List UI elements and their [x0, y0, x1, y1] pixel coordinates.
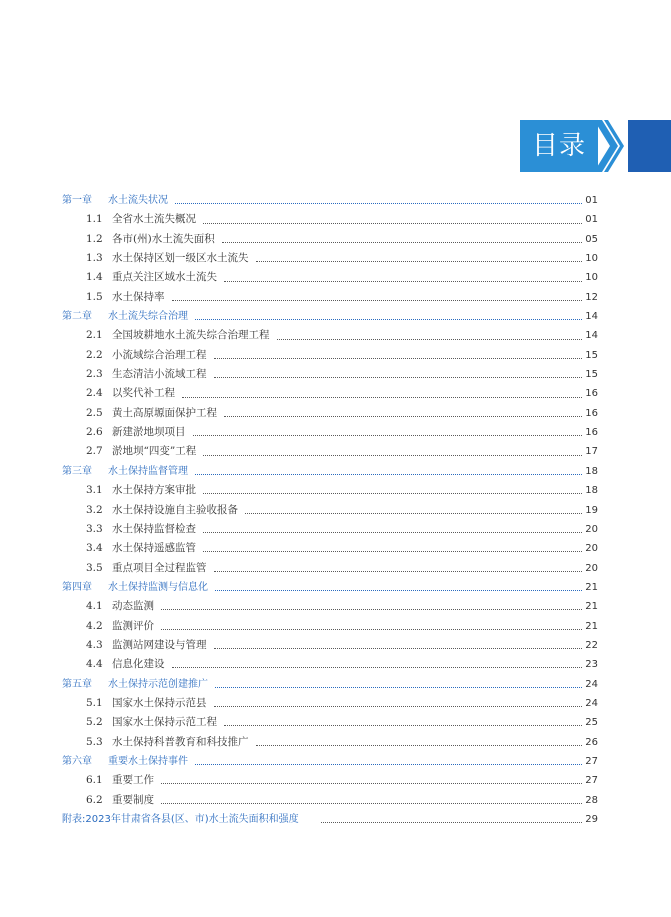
toc-entry-title: 生态清洁小流域工程 — [112, 368, 207, 381]
toc-entry-title: 水土流失综合治理 — [108, 311, 188, 323]
toc-entry-page-number: 24 — [585, 678, 598, 690]
dot-leader — [172, 290, 583, 301]
toc-entry-title: 水土保持区划一级区水土流失 — [112, 252, 249, 265]
toc-entry-number: 4.2 — [86, 619, 103, 632]
toc-entry-number: 3.4 — [86, 542, 103, 555]
dot-leader — [161, 619, 582, 630]
toc-entry-number: 6.1 — [86, 774, 103, 787]
dot-leader — [224, 406, 582, 417]
dot-leader — [195, 754, 582, 765]
toc-entry-title: 水土保持率 — [112, 290, 165, 303]
toc-entry-number: 3.2 — [86, 503, 103, 516]
chevron-right-icon — [594, 120, 624, 172]
toc-entry-number: 第四章 — [62, 581, 92, 593]
toc-section-entry[interactable] — [62, 365, 598, 384]
toc-entry-page-number: 14 — [585, 311, 598, 323]
toc-entry-page-number: 20 — [585, 543, 598, 555]
dot-leader — [203, 522, 582, 533]
toc-entry-number: 2.7 — [86, 445, 103, 458]
toc-entry-number: 第三章 — [62, 465, 92, 477]
toc-entry-page-number: 05 — [585, 233, 598, 245]
toc-entry-page-number: 28 — [585, 794, 598, 806]
toc-entry-page-number: 15 — [585, 349, 598, 361]
toc-entry-page-number: 23 — [585, 659, 598, 671]
toc-entry-page-number: 16 — [585, 388, 598, 400]
toc-section-entry[interactable] — [62, 617, 598, 636]
toc-entry-page-number: 01 — [585, 195, 598, 206]
toc-section-entry[interactable] — [62, 597, 598, 616]
toc-entry-page-number: 20 — [585, 523, 598, 535]
toc-entry-number: 1.5 — [86, 290, 103, 303]
toc-chapter-entry[interactable] — [62, 307, 598, 326]
toc-entry-page-number: 21 — [585, 601, 598, 613]
toc-entry-number: 1.3 — [86, 252, 103, 265]
toc-entry-title: 水土保持科普教育和科技推广 — [112, 735, 249, 748]
dot-leader — [224, 271, 582, 282]
toc-entry-number: 2.6 — [86, 426, 103, 439]
toc-entry-title: 国家水土保持示范县 — [112, 696, 207, 709]
dot-leader — [214, 367, 583, 378]
dot-leader — [214, 561, 583, 572]
dot-leader — [193, 425, 583, 436]
toc-entry-title: 全国坡耕地水土流失综合治理工程 — [112, 329, 270, 342]
dot-leader — [175, 193, 582, 204]
toc-entry-number: 4.3 — [86, 638, 103, 651]
dot-leader — [203, 483, 582, 494]
toc-entry-page-number: 24 — [585, 697, 598, 709]
toc-section-entry[interactable] — [62, 694, 598, 713]
toc-entry-number: 2.3 — [86, 368, 103, 381]
toc-entry-title: 重要制度 — [112, 793, 154, 806]
toc-entry-number: 5.1 — [86, 696, 103, 709]
dot-leader — [214, 638, 583, 649]
toc-entry-title: 以奖代补工程 — [112, 387, 175, 400]
dot-leader — [224, 715, 582, 726]
toc-section-entry[interactable] — [62, 481, 598, 500]
toc-appendix-entry[interactable] — [62, 810, 598, 829]
dot-leader — [172, 657, 583, 668]
dot-leader — [161, 599, 582, 610]
toc-section-entry[interactable] — [62, 230, 598, 249]
toc-section-entry[interactable] — [62, 520, 598, 539]
toc-entry-page-number: 20 — [585, 562, 598, 574]
toc-chapter-entry[interactable] — [62, 752, 598, 771]
toc-chapter-entry[interactable] — [62, 675, 598, 694]
dot-leader — [214, 696, 583, 707]
toc-entry-title: 国家水土保持示范工程 — [112, 716, 217, 729]
toc-entry-page-number: 10 — [585, 253, 598, 265]
toc-entry-number: 2.4 — [86, 387, 103, 400]
dot-leader — [161, 773, 582, 784]
dot-leader — [256, 735, 583, 746]
toc-entry-page-number: 25 — [585, 717, 598, 729]
dot-leader — [215, 677, 582, 688]
dot-leader — [214, 348, 583, 359]
toc-entry-title: 附表:2023年甘肃省各县(区、市)水土流失面积和强度 — [62, 814, 299, 825]
toc-entry-title: 新建淤地坝项目 — [112, 426, 186, 439]
dot-leader — [245, 503, 582, 514]
dot-leader — [182, 387, 582, 398]
toc-entry-page-number: 21 — [585, 581, 598, 593]
toc-chapter-entry[interactable] — [62, 191, 598, 210]
toc-section-entry[interactable] — [62, 326, 598, 345]
toc-entry-page-number: 16 — [585, 407, 598, 419]
toc-entry-title: 监测站网建设与管理 — [112, 638, 207, 651]
dot-leader — [203, 541, 582, 552]
toc-section-entry[interactable] — [62, 733, 598, 752]
toc-section-entry[interactable] — [62, 559, 598, 578]
toc-entry-title: 水土保持监督检查 — [112, 522, 196, 535]
toc-entry-title: 信息化建设 — [112, 658, 165, 671]
toc-entry-number: 2.2 — [86, 348, 103, 361]
toc-entry-page-number: 14 — [585, 330, 598, 342]
toc-entry-page-number: 18 — [585, 485, 598, 497]
toc-entry-number: 5.3 — [86, 735, 103, 748]
toc-section-entry[interactable] — [62, 501, 598, 520]
header-accent-block — [628, 120, 671, 172]
toc-entry-number: 第二章 — [62, 311, 92, 323]
toc-section-entry[interactable] — [62, 346, 598, 365]
toc-section-entry[interactable] — [62, 404, 598, 423]
toc-chapter-entry[interactable] — [62, 462, 598, 481]
dot-leader — [222, 232, 583, 243]
toc-section-entry[interactable] — [62, 288, 598, 307]
toc-entry-number: 第五章 — [62, 678, 92, 690]
toc-entry-page-number: 26 — [585, 736, 598, 748]
toc-section-entry[interactable] — [62, 655, 598, 674]
toc-section-entry[interactable] — [62, 268, 598, 287]
toc-entry-number: 3.1 — [86, 484, 103, 497]
table-of-contents — [62, 191, 598, 829]
dot-leader — [195, 464, 582, 475]
dot-leader — [161, 793, 582, 804]
toc-entry-title: 淤地坝“四变”工程 — [112, 445, 197, 458]
toc-entry-number: 2.1 — [86, 329, 103, 342]
toc-entry-title: 动态监测 — [112, 600, 154, 613]
toc-entry-page-number: 16 — [585, 427, 598, 439]
toc-entry-number: 1.1 — [86, 213, 103, 226]
toc-entry-number: 第一章 — [62, 195, 92, 206]
toc-entry-number: 2.5 — [86, 406, 103, 419]
toc-entry-page-number: 12 — [585, 291, 598, 303]
toc-entry-page-number: 21 — [585, 620, 598, 632]
toc-section-entry[interactable] — [62, 384, 598, 403]
toc-section-entry[interactable] — [62, 249, 598, 268]
toc-entry-title: 重点关注区域水土流失 — [112, 271, 217, 284]
toc-section-entry[interactable] — [62, 539, 598, 558]
toc-section-entry[interactable] — [62, 636, 598, 655]
toc-entry-title: 小流域综合治理工程 — [112, 348, 207, 361]
toc-entry-number: 第六章 — [62, 755, 92, 767]
toc-entry-number: 1.2 — [86, 232, 103, 245]
toc-section-entry[interactable] — [62, 210, 598, 229]
toc-section-entry[interactable] — [62, 791, 598, 810]
toc-entry-page-number: 22 — [585, 639, 598, 651]
toc-entry-title: 监测评价 — [112, 619, 154, 632]
toc-entry-page-number: 10 — [585, 272, 598, 284]
dot-leader — [256, 251, 583, 262]
toc-entry-number: 4.4 — [86, 658, 103, 671]
toc-section-entry[interactable] — [62, 713, 598, 732]
toc-entry-number: 1.4 — [86, 271, 103, 284]
toc-entry-number: 5.2 — [86, 716, 103, 729]
toc-entry-page-number: 27 — [585, 755, 598, 767]
toc-entry-number: 3.3 — [86, 522, 103, 535]
toc-entry-page-number: 19 — [585, 504, 598, 516]
toc-chapter-entry[interactable] — [62, 578, 598, 597]
toc-entry-title: 黄土高原塬面保护工程 — [112, 406, 217, 419]
dot-leader — [321, 812, 583, 823]
toc-entry-page-number: 15 — [585, 369, 598, 381]
dot-leader — [215, 580, 582, 591]
toc-entry-page-number: 17 — [585, 446, 598, 458]
dot-leader — [203, 445, 582, 456]
toc-entry-number: 3.5 — [86, 561, 103, 574]
toc-entry-title: 重点项目全过程监管 — [112, 561, 207, 574]
toc-entry-page-number: 18 — [585, 465, 598, 477]
toc-entry-number: 4.1 — [86, 600, 103, 613]
toc-entry-title: 水土保持监督管理 — [108, 465, 188, 477]
toc-entry-title: 水土保持监测与信息化 — [108, 581, 208, 593]
toc-entry-title: 重要水土保持事件 — [108, 755, 188, 767]
toc-entry-title: 各市(州)水土流失面积 — [112, 232, 215, 245]
toc-entry-title: 重要工作 — [112, 774, 154, 787]
dot-leader — [203, 213, 582, 224]
toc-entry-page-number: 01 — [585, 214, 598, 226]
toc-section-entry[interactable] — [62, 771, 598, 790]
toc-entry-title: 水土保持示范创建推广 — [108, 678, 208, 690]
toc-entry-title: 水土流失状况 — [108, 195, 168, 206]
toc-entry-title: 水土保持设施自主验收报备 — [112, 503, 238, 516]
toc-entry-page-number: 29 — [585, 814, 598, 825]
dot-leader — [195, 309, 582, 320]
toc-entry-number: 6.2 — [86, 793, 103, 806]
toc-entry-title: 全省水土流失概况 — [112, 213, 196, 226]
page-title: 目录 — [520, 120, 598, 172]
toc-section-entry[interactable] — [62, 442, 598, 461]
toc-entry-title: 水土保持遥感监管 — [112, 542, 196, 555]
dot-leader — [277, 329, 583, 340]
toc-section-entry[interactable] — [62, 423, 598, 442]
toc-entry-page-number: 27 — [585, 775, 598, 787]
toc-entry-title: 水土保持方案审批 — [112, 484, 196, 497]
